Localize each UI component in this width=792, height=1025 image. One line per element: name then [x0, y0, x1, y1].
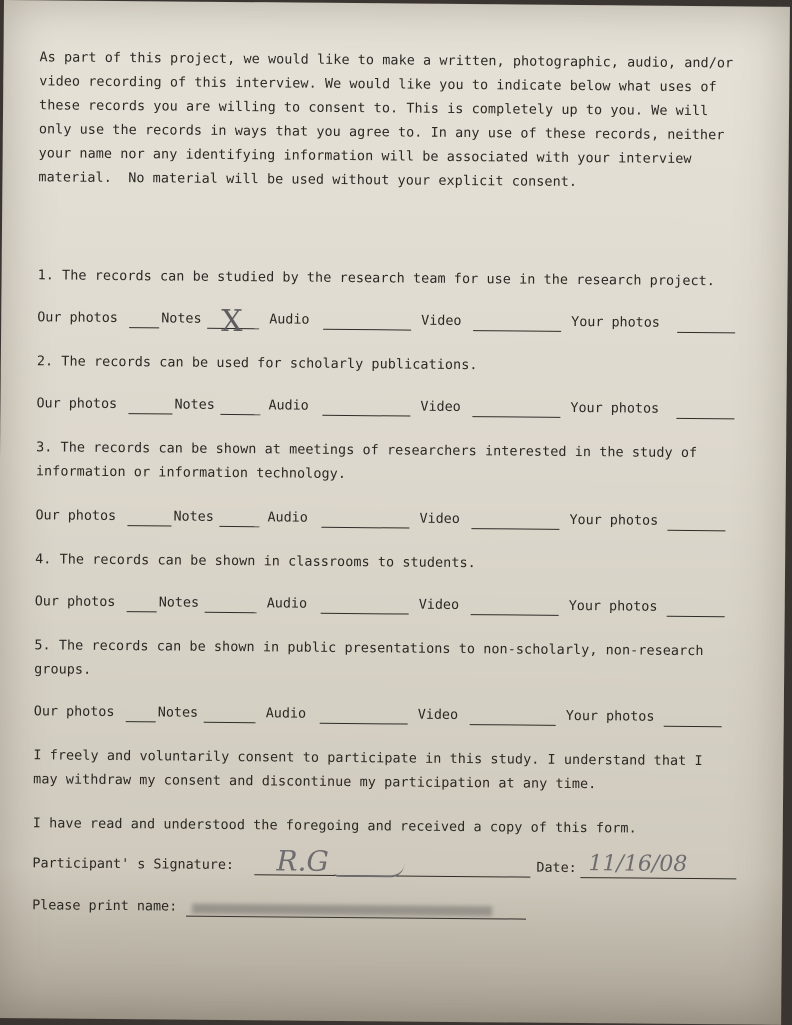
signature-label: Participant' s Signature:: [32, 856, 235, 874]
question-3-options: [35, 508, 755, 536]
video-label: Video: [418, 597, 460, 613]
question-4-options: [35, 594, 755, 622]
print-name-row: [32, 898, 752, 926]
intro-line-2: video recording of this interview. We would like you to indicate below what uses of: [39, 74, 717, 96]
our-photos-label: Our photos: [34, 594, 116, 610]
date-label: Date:: [536, 860, 577, 877]
video-blank[interactable]: [473, 330, 561, 332]
our-photos-blank[interactable]: [127, 525, 171, 526]
signature-row: [32, 844, 752, 884]
date-line[interactable]: [580, 877, 736, 879]
video-label: Video: [417, 707, 459, 723]
notes-label: Notes: [157, 705, 199, 721]
intro-line-6: material. No material will be used without your explicit consent.: [38, 170, 578, 191]
your-photos-blank[interactable]: [676, 418, 734, 420]
video-blank[interactable]: [471, 528, 559, 530]
video-blank[interactable]: [472, 416, 560, 418]
question-1-options: [37, 303, 757, 340]
our-photos-label: Our photos: [35, 508, 117, 524]
audio-blank[interactable]: [321, 527, 409, 529]
consent-line-2: may withdraw my consent and discontinue my participation at any time.: [33, 772, 597, 793]
print-name-label: Please print name:: [32, 898, 178, 915]
notes-checkmark-x: X: [221, 303, 243, 340]
audio-blank[interactable]: [321, 613, 409, 615]
question-3-text-cont: information or information technology.: [35, 464, 347, 483]
participant-signature: R.G: [276, 844, 329, 878]
our-photos-blank[interactable]: [129, 327, 159, 328]
redacted-name: [192, 904, 492, 917]
notes-blank[interactable]: [219, 526, 259, 527]
audio-label: Audio: [268, 398, 309, 414]
audio-blank[interactable]: [320, 723, 408, 725]
audio-label: Audio: [269, 312, 310, 328]
video-label: Video: [421, 313, 462, 330]
notes-label: Notes: [173, 509, 214, 525]
notes-label: Notes: [161, 311, 202, 327]
our-photos-blank[interactable]: [126, 721, 156, 722]
our-photos-label: Our photos: [33, 704, 115, 720]
signature-flourish: [334, 863, 404, 878]
question-5-text-cont: groups.: [34, 662, 92, 678]
print-name-line[interactable]: [186, 916, 526, 920]
notes-label: Notes: [174, 397, 215, 413]
notes-blank[interactable]: [205, 612, 257, 613]
your-photos-blank[interactable]: [667, 530, 725, 532]
your-photos-blank[interactable]: [664, 726, 722, 728]
consent-line-1: I freely and voluntarily consent to participate in this study. I understand that I: [33, 748, 703, 770]
video-label: Video: [419, 511, 460, 527]
your-photos-label: Your photos: [570, 400, 660, 417]
our-photos-blank[interactable]: [127, 611, 157, 612]
audio-label: Audio: [267, 510, 308, 526]
audio-blank[interactable]: [322, 415, 410, 417]
video-blank[interactable]: [470, 724, 556, 726]
question-2-text: 2. The records can be used for scholarly publications.: [36, 354, 478, 374]
question-3-text: 3. The records can be shown at meetings of researchers interested in the study of: [36, 440, 698, 462]
audio-label: Audio: [266, 596, 308, 612]
your-photos-label: Your photos: [565, 708, 655, 725]
question-4-text: 4. The records can be shown in classrooms to students.: [35, 552, 476, 572]
intro-line-3: these records you are willing to consent to. This is completely up to you. We will: [39, 98, 709, 120]
your-photos-label: Your photos: [569, 512, 659, 529]
intro-line-4: only use the records in ways that you agree to. In any use of these records, neither: [38, 122, 725, 144]
your-photos-blank[interactable]: [667, 616, 725, 618]
your-photos-label: Your photos: [571, 314, 660, 331]
notes-label: Notes: [158, 595, 200, 611]
intro-line-1: As part of this project, we would like to make a written, photographic, audio, and/or: [39, 50, 734, 72]
audio-label: Audio: [265, 706, 307, 722]
video-blank[interactable]: [471, 614, 559, 616]
our-photos-label: Our photos: [36, 396, 118, 413]
question-2-options: [36, 396, 756, 424]
question-1-text: 1. The records can be studied by the research team for use in the research project.: [37, 268, 716, 290]
question-5-options: [34, 704, 754, 732]
notes-blank[interactable]: [220, 414, 260, 415]
intro-line-5: your name nor any identifying information will be associated with your interview: [38, 146, 692, 168]
notes-blank[interactable]: [204, 722, 256, 723]
your-photos-blank[interactable]: [677, 332, 735, 334]
read-statement: I have read and understood the foregoing and received a copy of this form.: [32, 816, 637, 837]
audio-blank[interactable]: [323, 329, 411, 331]
date-handwritten: 11/16/08: [588, 851, 688, 877]
question-5-text: 5. The records can be shown in public presentations to non-scholarly, non-research: [34, 638, 704, 660]
your-photos-label: Your photos: [568, 598, 658, 615]
video-label: Video: [420, 399, 461, 416]
our-photos-blank[interactable]: [128, 413, 172, 414]
our-photos-label: Our photos: [37, 310, 118, 327]
